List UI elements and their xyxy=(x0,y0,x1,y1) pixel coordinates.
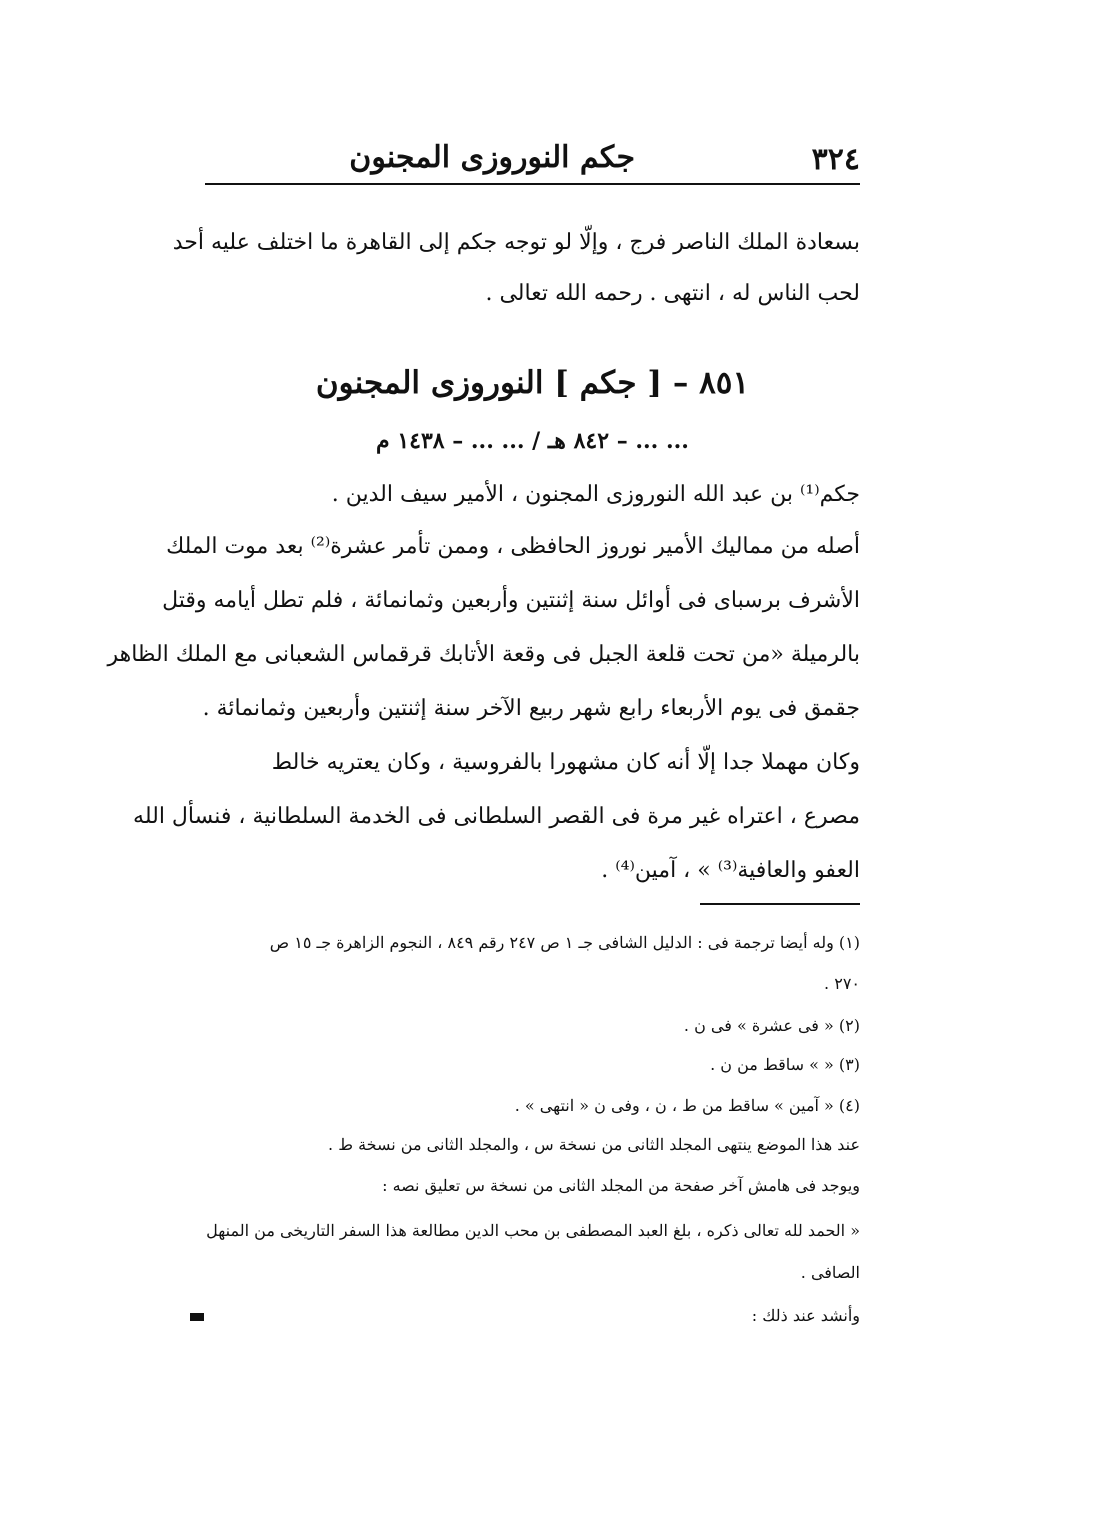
paragraph-line: وكان مهملا جدا إلّا أنه كان مشهورا بالفروسية ، وكان يعتريه خالط xyxy=(271,750,860,775)
footnote-line: ٢٧٠ . xyxy=(824,974,860,993)
running-title: جكم النوروزى المجنون xyxy=(349,140,635,175)
continuation-line: لحب الناس له ، انتهى . رحمه الله تعالى . xyxy=(485,281,860,306)
running-header xyxy=(205,140,860,184)
paragraph-line: جقمق فى يوم الأربعاء رابع شهر ربيع الآخر سنة إثنتين وأربعين وثمانمائة . xyxy=(202,696,860,721)
continuation-line: بسعادة الملك الناصر فرج ، وإلّا لو توجه جكم إلى القاهرة ما اختلف عليه أحد xyxy=(172,230,860,255)
footnote-line: وأنشد عند ذلك : xyxy=(751,1306,860,1325)
paragraph-line: العفو والعافية⁽³⁾ » ، آمين⁽⁴⁾ . xyxy=(601,858,860,883)
footnote-line: (٢) « فى عشرة » فى ن . xyxy=(683,1016,860,1035)
ink-mark xyxy=(190,1313,204,1321)
entry-heading: ٨٥١ – [ جكم ] النوروزى المجنون xyxy=(315,365,750,401)
header-rule xyxy=(205,183,860,185)
footnote-line: ويوجد فى هامش آخر صفحة من المجلد الثانى من نسخة س تعليق نصه : xyxy=(382,1176,860,1195)
paragraph-line: جكم⁽¹⁾ بن عبد الله النوروزى المجنون ، الأمير سيف الدين . xyxy=(331,482,860,507)
footnote-line: عند هذا الموضع ينتهى المجلد الثانى من نسخة س ، والمجلد الثانى من نسخة ط . xyxy=(328,1135,860,1154)
footnote-separator xyxy=(700,903,860,905)
footnote-line: الصافى . xyxy=(800,1263,860,1282)
footnote-line: (٣) « » ساقط من ن . xyxy=(710,1055,860,1074)
paragraph-line: مصرع ، اعتراه غير مرة فى القصر السلطانى فى الخدمة السلطانية ، فنسأل الله xyxy=(133,804,860,829)
footnote-line: (٤) « آمين » ساقط من ط ، ن ، وفى ن « انتهى » . xyxy=(514,1096,860,1115)
paragraph-line: الأشرف برسباى فى أوائل سنة إثنتين وأربعين وثمانمائة ، فلم تطل أيامه وقتل xyxy=(162,588,860,613)
paragraph-line: أصله من مماليك الأمير نوروز الحافظى ، وممن تأمر عشرة⁽²⁾ بعد موت الملك xyxy=(166,534,860,559)
entry-dates: ... ... – ٨٤٢ هـ / ... ... – ١٤٣٨ م xyxy=(376,428,689,454)
footnote-line: (١) وله أيضا ترجمة فى : الدليل الشافى جـ ١ ص ٢٤٧ رقم ٨٤٩ ، النجوم الزاهرة جـ ١٥ ص xyxy=(269,933,860,952)
page-number: ٣٢٤ xyxy=(811,142,860,177)
footnote-line: « الحمد لله تعالى ذكره ، بلغ العبد المصطفى بن محب الدين مطالعة هذا السفر التاريخى من المنهل xyxy=(206,1221,860,1240)
paragraph-line: بالرميلة «من تحت قلعة الجبل فى وقعة الأتابك قرقماس الشعبانى مع الملك الظاهر xyxy=(107,642,860,667)
